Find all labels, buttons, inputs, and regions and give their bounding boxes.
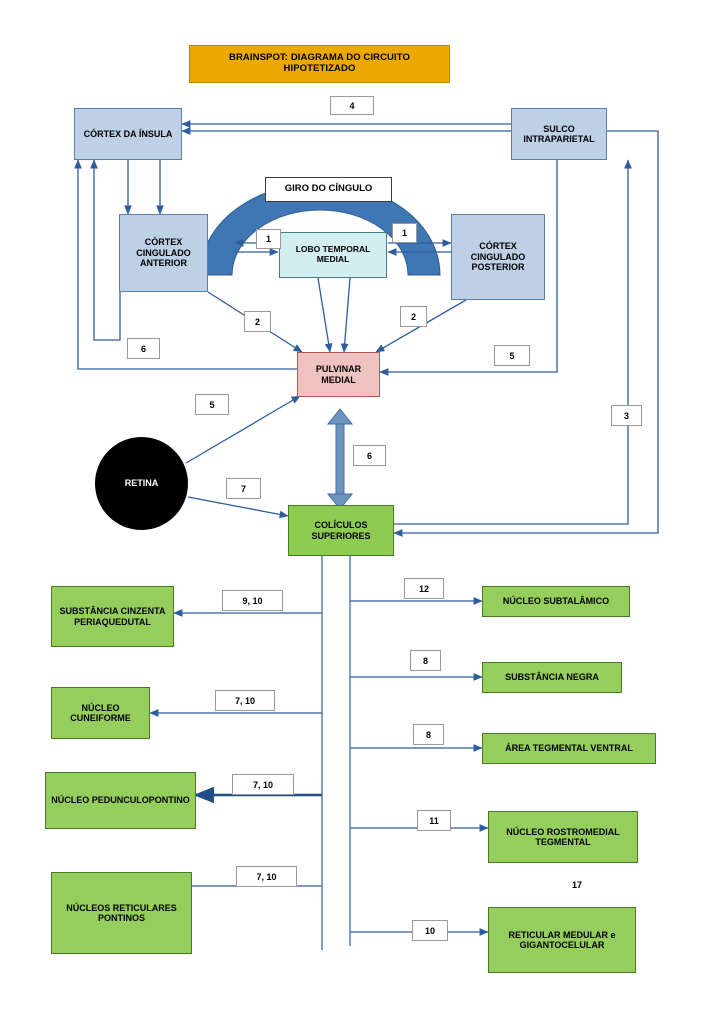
- edge-label-17: 17: [572, 880, 583, 890]
- diagram-title: BRAINSPOT: DIAGRAMA DO CIRCUITO HIPOTETIZADO: [189, 45, 450, 83]
- node-substancia-cinzenta-periaquedutal[interactable]: SUBSTÂNCIA CINZENTA PERIAQUEDUTAL: [51, 586, 174, 647]
- node-nucleo-pedunculopontino[interactable]: NÚCLEO PEDUNCULOPONTINO: [45, 772, 196, 829]
- edge-label-7-10-cuneiforme: 7, 10: [215, 690, 275, 711]
- node-lobo-temporal-medial[interactable]: LOBO TEMPORAL MEDIAL: [279, 232, 387, 278]
- edge-label-2-right: 2: [400, 306, 427, 327]
- edge-label-6-left: 6: [127, 338, 160, 359]
- edge-label-6-vertical: 6: [353, 445, 386, 466]
- edge-label-1-right: 1: [392, 223, 417, 243]
- node-reticular-medular-gigantocelular[interactable]: RETICULAR MEDULAR e GIGANTOCELULAR: [488, 907, 636, 973]
- node-nucleo-cuneiforme[interactable]: NÚCLEO CUNEIFORME: [51, 687, 150, 739]
- node-insula[interactable]: CÓRTEX DA ÍNSULA: [74, 108, 182, 160]
- edge-label-8-tegmental: 8: [413, 724, 444, 745]
- edge-label-5-right: 5: [494, 345, 530, 366]
- edge-label-8-negra: 8: [410, 650, 441, 671]
- node-nucleos-reticulares-pontinos[interactable]: NÚCLEOS RETICULARES PONTINOS: [51, 872, 192, 954]
- edge-label-10: 10: [412, 920, 448, 941]
- node-cortex-cingulado-anterior[interactable]: CÓRTEX CINGULADO ANTERIOR: [119, 214, 208, 292]
- edge-label-7: 7: [226, 478, 261, 499]
- edge-label-3: 3: [611, 405, 642, 426]
- node-area-tegmental-ventral[interactable]: ÁREA TEGMENTAL VENTRAL: [482, 733, 656, 764]
- node-sulco-intraparietal[interactable]: SULCO INTRAPARIETAL: [511, 108, 607, 160]
- node-cortex-cingulado-posterior[interactable]: CÓRTEX CINGULADO POSTERIOR: [451, 214, 545, 300]
- node-coliculos-superiores[interactable]: COLÍCULOS SUPERIORES: [288, 505, 394, 556]
- edge-label-11: 11: [417, 810, 451, 831]
- edge-label-1-left: 1: [256, 229, 281, 249]
- node-giro-do-cingulo: GIRO DO CÍNGULO: [265, 177, 392, 202]
- node-retina[interactable]: RETINA: [95, 437, 188, 530]
- edge-label-7-10-pedunculo: 7, 10: [232, 774, 294, 795]
- edge-label-4: 4: [330, 96, 374, 115]
- edge-label-12: 12: [404, 578, 444, 599]
- edge-label-9-10: 9, 10: [222, 590, 283, 611]
- node-pulvinar-medial[interactable]: PULVINAR MEDIAL: [297, 352, 380, 397]
- node-nucleo-rostromedial-tegmental[interactable]: NÚCLEO ROSTROMEDIAL TEGMENTAL: [488, 811, 638, 863]
- edge-label-2-left: 2: [244, 311, 271, 332]
- node-nucleo-subtalamico[interactable]: NÚCLEO SUBTALÂMICO: [482, 586, 630, 617]
- node-substancia-negra[interactable]: SUBSTÂNCIA NEGRA: [482, 662, 622, 693]
- edge-label-7-10-reticulares: 7, 10: [236, 866, 297, 887]
- edge-label-5-retina: 5: [195, 394, 229, 415]
